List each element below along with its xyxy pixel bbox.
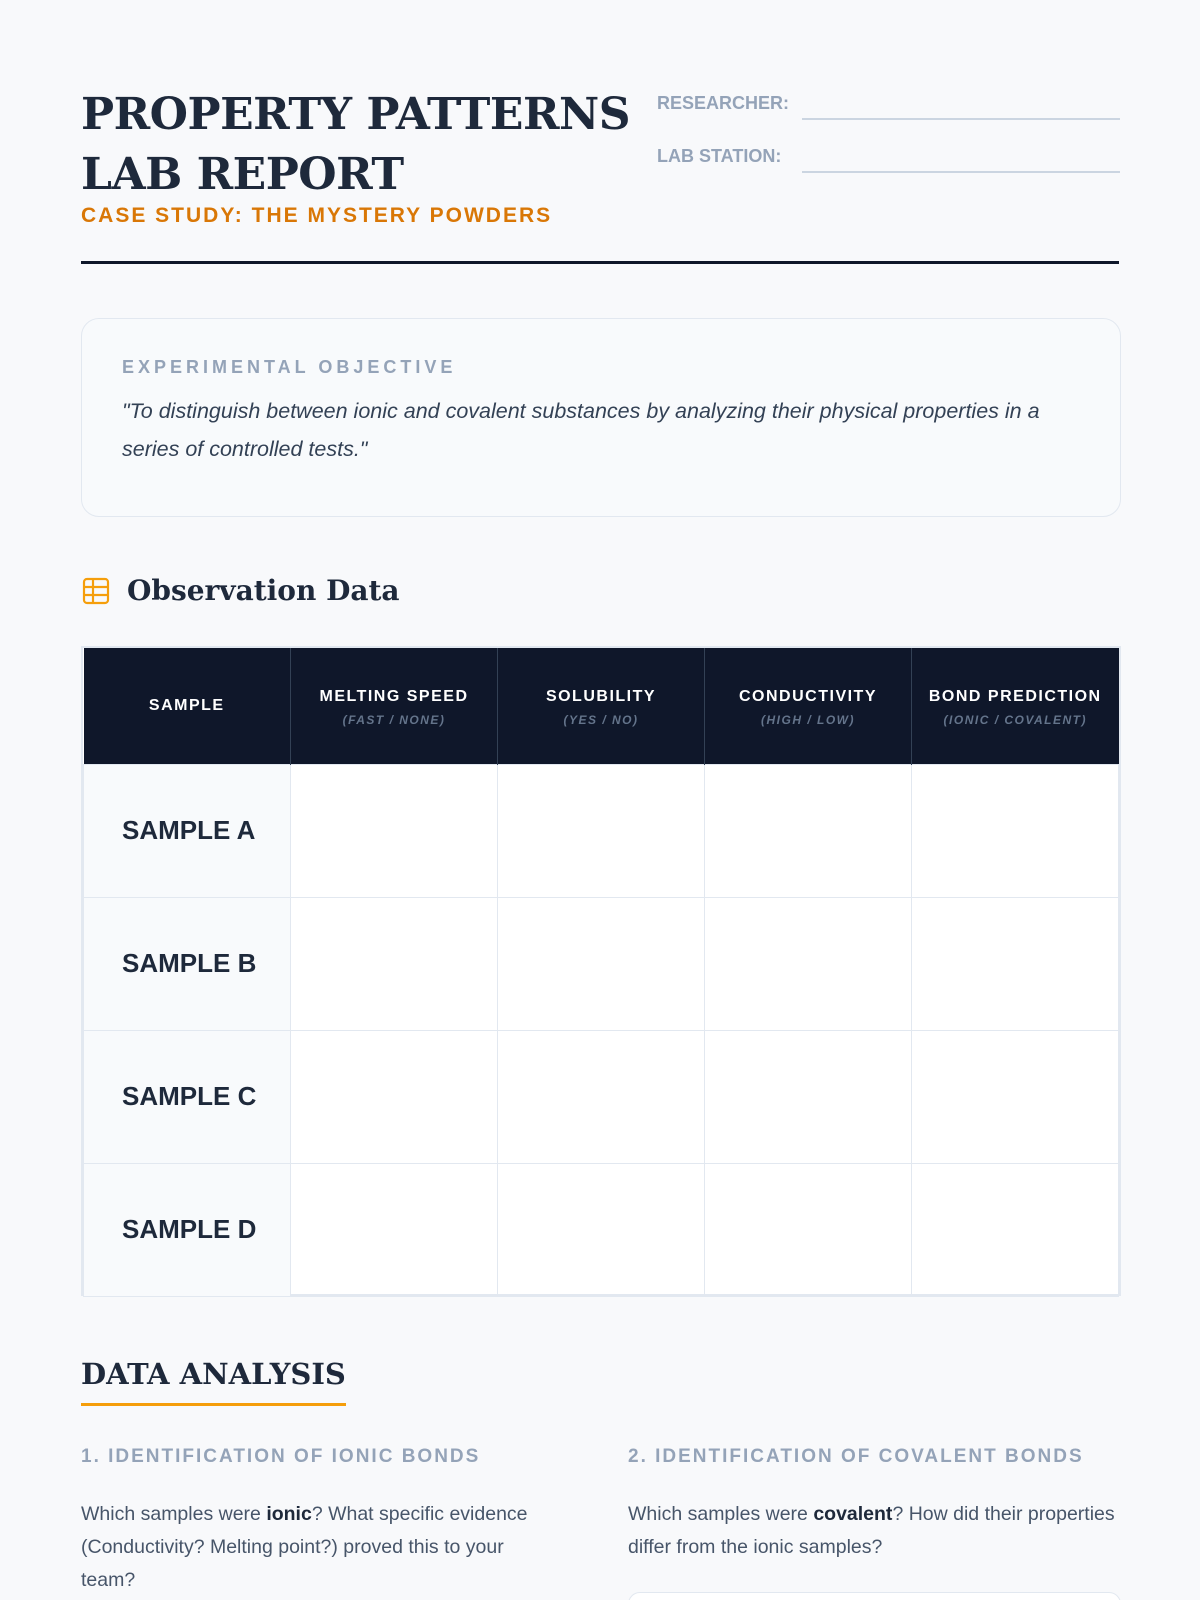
objective-box <box>81 318 1121 517</box>
melting-speed-cell[interactable] <box>291 897 498 1030</box>
melting-speed-cell[interactable] <box>291 1163 498 1296</box>
col-conductivity-hint: (HIGH / LOW) <box>761 713 855 728</box>
conductivity-cell[interactable] <box>705 897 912 1030</box>
observation-table <box>81 646 1121 1296</box>
col-bond-prediction-label: BOND PREDICTION <box>928 688 1102 706</box>
researcher-info <box>657 86 1120 192</box>
lab-station-row <box>657 139 1120 173</box>
question-covalent-text <box>628 1498 1128 1564</box>
title-line-2: LAB REPORT <box>81 149 404 200</box>
researcher-row <box>657 86 1120 120</box>
col-sample-label: SAMPLE <box>148 697 225 715</box>
melting-speed-cell[interactable] <box>291 1030 498 1163</box>
question-ionic-keyword: ionic <box>266 1503 312 1525</box>
title-line-1: PROPERTY PATTERNS <box>81 89 630 140</box>
solubility-cell[interactable] <box>498 764 705 897</box>
question-ionic-post: ? What specific evidence (Conductivity? Melting point?) proved this to your team? <box>81 1503 528 1591</box>
table-row <box>84 897 1119 1030</box>
melting-speed-cell[interactable] <box>291 764 498 897</box>
col-solubility <box>498 648 705 764</box>
conductivity-cell[interactable] <box>705 1030 912 1163</box>
question-covalent-pre: Which samples were <box>628 1503 814 1525</box>
question-covalent-post: ? How did their properties differ from the ionic samples? <box>628 1503 1115 1558</box>
table-grid-icon <box>81 576 111 606</box>
researcher-field[interactable] <box>802 86 1120 120</box>
col-melting-speed <box>291 648 498 764</box>
covalent-answer-box[interactable] <box>628 1592 1121 1600</box>
page-title <box>81 85 641 205</box>
col-bond-prediction-hint: (IONIC / COVALENT) <box>943 713 1087 728</box>
question-ionic-heading: 1. IDENTIFICATION OF IONIC BONDS <box>81 1446 481 1467</box>
sample-name-cell: SAMPLE A <box>84 764 291 897</box>
conductivity-cell[interactable] <box>705 1163 912 1296</box>
col-solubility-label: SOLUBILITY <box>545 688 657 706</box>
observation-title: Observation Data <box>127 574 400 607</box>
researcher-label: RESEARCHER: <box>657 93 790 113</box>
col-conductivity <box>705 648 912 764</box>
conductivity-cell[interactable] <box>705 764 912 897</box>
col-conductivity-label: CONDUCTIVITY <box>739 688 877 706</box>
solubility-cell[interactable] <box>498 1030 705 1163</box>
data-analysis-title: DATA ANALYSIS <box>81 1357 346 1406</box>
question-covalent-keyword: covalent <box>813 1503 893 1525</box>
case-study-subtitle: CASE STUDY: THE MYSTERY POWDERS <box>81 204 553 227</box>
question-ionic <box>81 1446 537 1597</box>
col-melting-speed-hint: (FAST / NONE) <box>342 713 446 728</box>
bond-prediction-cell[interactable] <box>912 1030 1119 1163</box>
table-row <box>84 1030 1119 1163</box>
question-covalent <box>628 1446 1128 1564</box>
observation-heading <box>81 574 400 607</box>
bond-prediction-cell[interactable] <box>912 897 1119 1030</box>
report-header <box>81 0 1119 264</box>
table-row <box>84 1163 1119 1296</box>
sample-name-cell: SAMPLE B <box>84 897 291 1030</box>
bond-prediction-cell[interactable] <box>912 1163 1119 1296</box>
objective-label: EXPERIMENTAL OBJECTIVE <box>122 357 457 377</box>
objective-text: "To distinguish between ionic and covalent substances by analyzing their physical properties in a series of controlled tests." <box>122 399 1040 461</box>
bond-prediction-cell[interactable] <box>912 764 1119 897</box>
table-row <box>84 764 1119 897</box>
col-melting-speed-label: MELTING SPEED <box>319 688 469 706</box>
question-covalent-heading: 2. IDENTIFICATION OF COVALENT BONDS <box>628 1446 1084 1467</box>
table-header-row <box>84 648 1119 764</box>
col-solubility-hint: (YES / NO) <box>563 713 639 728</box>
col-bond-prediction <box>912 648 1119 764</box>
question-ionic-pre: Which samples were <box>81 1503 267 1525</box>
solubility-cell[interactable] <box>498 897 705 1030</box>
lab-station-label: LAB STATION: <box>657 146 782 166</box>
lab-station-field[interactable] <box>802 139 1120 173</box>
solubility-cell[interactable] <box>498 1163 705 1296</box>
sample-name-cell: SAMPLE D <box>84 1163 291 1296</box>
col-sample <box>84 648 291 764</box>
question-ionic-text <box>81 1498 537 1597</box>
sample-name-cell: SAMPLE C <box>84 1030 291 1163</box>
